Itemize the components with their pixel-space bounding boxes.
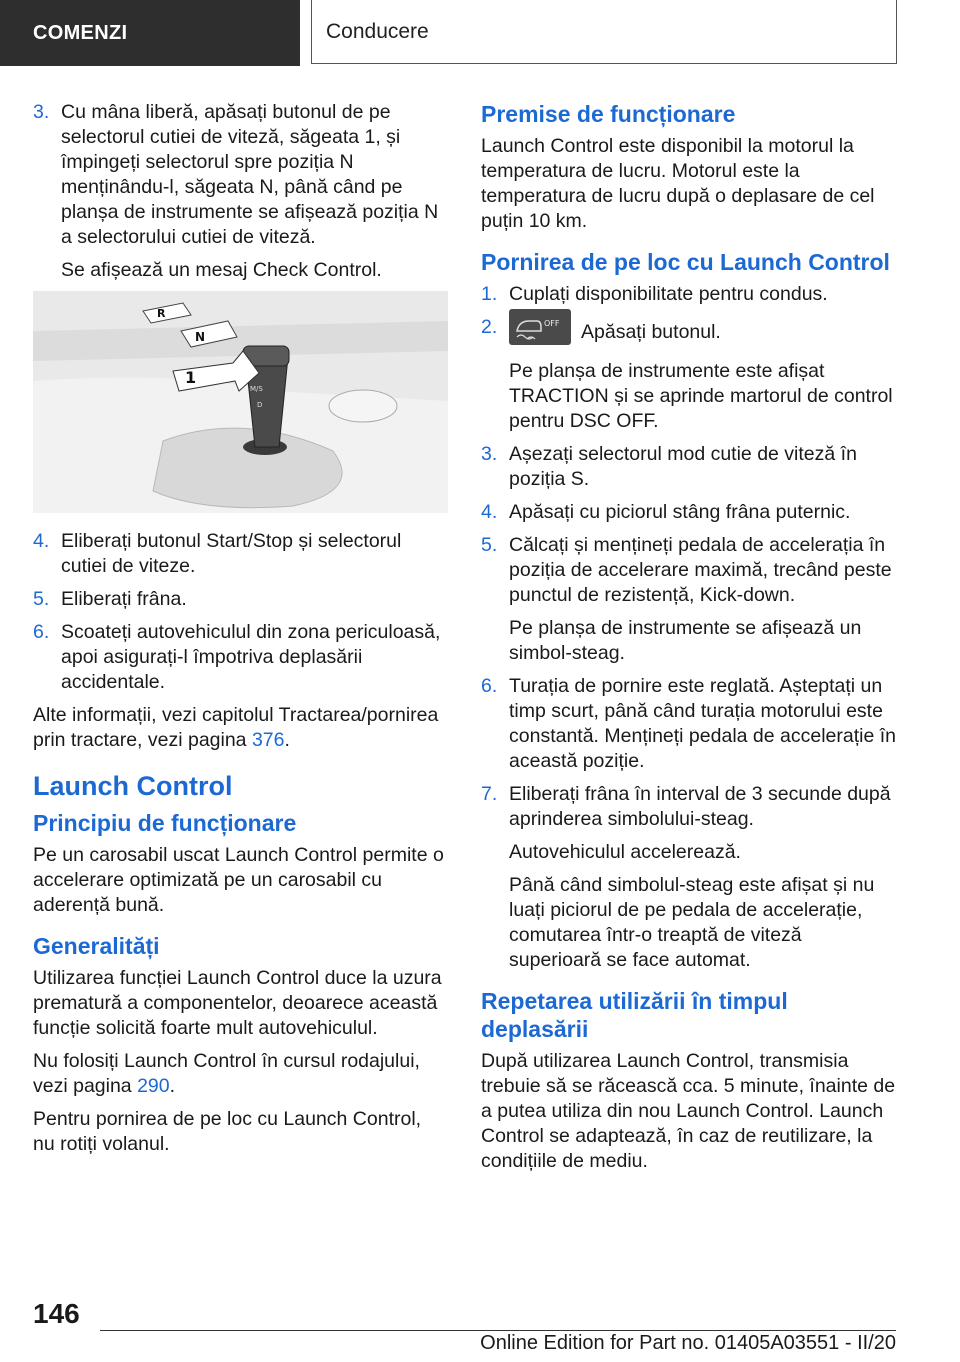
chapter-title: Conducere	[311, 0, 897, 64]
rstep-2	[481, 315, 896, 434]
rstep-5	[481, 533, 896, 666]
rstep-6	[481, 674, 896, 774]
step-number: 4.	[33, 530, 50, 552]
figure-label-n: N	[195, 330, 206, 344]
step-5	[33, 587, 448, 612]
step-number: 7.	[481, 783, 498, 805]
step-text: Apăsați cu piciorul stâng frâna puternic.	[509, 501, 851, 523]
step-number: 4.	[481, 501, 498, 523]
principle-paragraph: Pe un carosabil uscat Launch Control permite o accelerare optimizată pe un carosabil cu aderență bună.	[33, 844, 444, 916]
more-info-paragraph: Alte informații, vezi capitolul Tractarea/pornirea prin tractare, vezi pagina 376.	[33, 704, 439, 751]
rstep-1	[481, 282, 896, 307]
step-text: Așezați selectorul mod cutie de viteză în poziția S.	[509, 443, 857, 490]
step-note: Pe planșa de instrumente este afișat TRACTION și se aprinde martorul de control pentru DSC OFF.	[509, 360, 893, 432]
step-text: Cu mâna liberă, apăsați butonul de pe selectorul cutiei de viteză, săgeata 1, și împingeți selectorul spre poziția N menținându-l, săgeata N, până când pe planșa de instrumente se afișează poziția N a selectorului cutiei de viteză.	[61, 101, 439, 248]
footer-edition: Online Edition for Part no. 01405A03551 - II/20	[480, 1332, 896, 1354]
step-6	[33, 620, 448, 695]
heading-general: Generalități	[33, 933, 160, 959]
step-text: Apăsați butonul.	[581, 321, 721, 344]
step-text: Călcați și mențineți pedala de accelerația în poziția de accelerare maximă, trecând peste punctul de rezistență, Kick-down.	[509, 534, 892, 606]
page-number: 146	[33, 1298, 80, 1329]
rodaj-paragraph: Nu folosiți Launch Control în cursul rodajului, vezi pagina 290.	[33, 1050, 420, 1097]
step-note: Până când simbolul-steag este afișat și nu luați piciorul de pe pedala de accelerație, comutarea într-o treaptă de viteză superioară se face automat.	[509, 874, 875, 971]
left-column	[33, 100, 448, 1165]
premise-paragraph: Launch Control este disponibil la motorul la temperatura de lucru. Motorul este la temperatura de lucru după o deplasare de cel puțin 10 km.	[481, 135, 875, 232]
figure-label-1: 1	[185, 368, 197, 387]
step-number: 5.	[481, 534, 498, 556]
heading-launch-control: Launch Control	[33, 771, 233, 801]
step-number: 5.	[33, 588, 50, 610]
step-text: Eliberați frâna.	[61, 588, 187, 610]
step-text: Scoateți autovehiculul din zona periculoasă, apoi asigurați-l împotriva deplasării accidentale.	[61, 621, 441, 693]
heading-start: Pornirea de pe loc cu Launch Control	[481, 249, 890, 275]
general-paragraph: Utilizarea funcției Launch Control duce la uzura prematură a componentelor, deoarece această funcție solicită foarte mult autovehiculul.	[33, 967, 442, 1039]
step-text: Eliberați frâna în interval de 3 secunde după aprinderea simbolului-steag.	[509, 783, 891, 830]
heading-repeat: Repetarea utilizării în timpul deplasării	[481, 988, 788, 1042]
step-text: Cuplați disponibilitate pentru condus.	[509, 283, 828, 305]
rstep-4	[481, 500, 896, 525]
step-note: Pe planșa de instrumente se afișează un simbol-steag.	[509, 617, 862, 664]
figure-label-m: M/S	[250, 385, 263, 393]
page-header	[0, 0, 960, 66]
step-note: Se afișează un mesaj Check Control.	[61, 259, 382, 281]
step-number: 2.	[481, 316, 498, 338]
step-text: Turația de pornire este reglată. Așteptați un timp scurt, până când turația motorului este constantă. Mențineți pedala de accelerație în această poziție.	[509, 675, 897, 772]
right-column	[481, 100, 896, 1182]
heading-premise: Premise de funcționare	[481, 101, 736, 127]
rstep-3	[481, 442, 896, 492]
steering-paragraph: Pentru pornirea de pe loc cu Launch Control, nu rotiți volanul.	[33, 1108, 422, 1155]
step-text: Eliberați butonul Start/Stop și selectorul cutiei de viteze.	[61, 530, 402, 577]
page-link-376[interactable]: 376	[251, 729, 285, 751]
step-number: 1.	[481, 283, 498, 305]
dsc-off-button-icon	[509, 309, 571, 345]
page-link-290[interactable]: 290	[137, 1075, 170, 1097]
figure-label-d: D	[257, 401, 263, 409]
dsc-button-label: OFF	[544, 319, 560, 328]
repeat-paragraph: După utilizarea Launch Control, transmisia trebuie să se răcească cca. 5 minute, înainte de a putea utiliza din nou Launch Control. Launch Control se adaptează, în caz de reutilizare, la condițiile de mediu.	[481, 1050, 896, 1172]
step-3	[33, 100, 448, 283]
figure-label-r: R	[157, 307, 166, 320]
step-4	[33, 529, 448, 579]
section-tab[interactable]: COMENZI	[0, 0, 300, 66]
heading-principle: Principiu de funcționare	[33, 810, 297, 836]
step-number: 3.	[481, 443, 498, 465]
gear-selector-figure	[33, 291, 448, 513]
step-number: 6.	[481, 675, 498, 697]
step-note: Autovehiculul accelerează.	[509, 841, 741, 863]
rstep-7	[481, 782, 896, 973]
step-number: 3.	[33, 101, 50, 123]
footer-divider	[100, 1330, 896, 1331]
step-number: 6.	[33, 621, 50, 643]
